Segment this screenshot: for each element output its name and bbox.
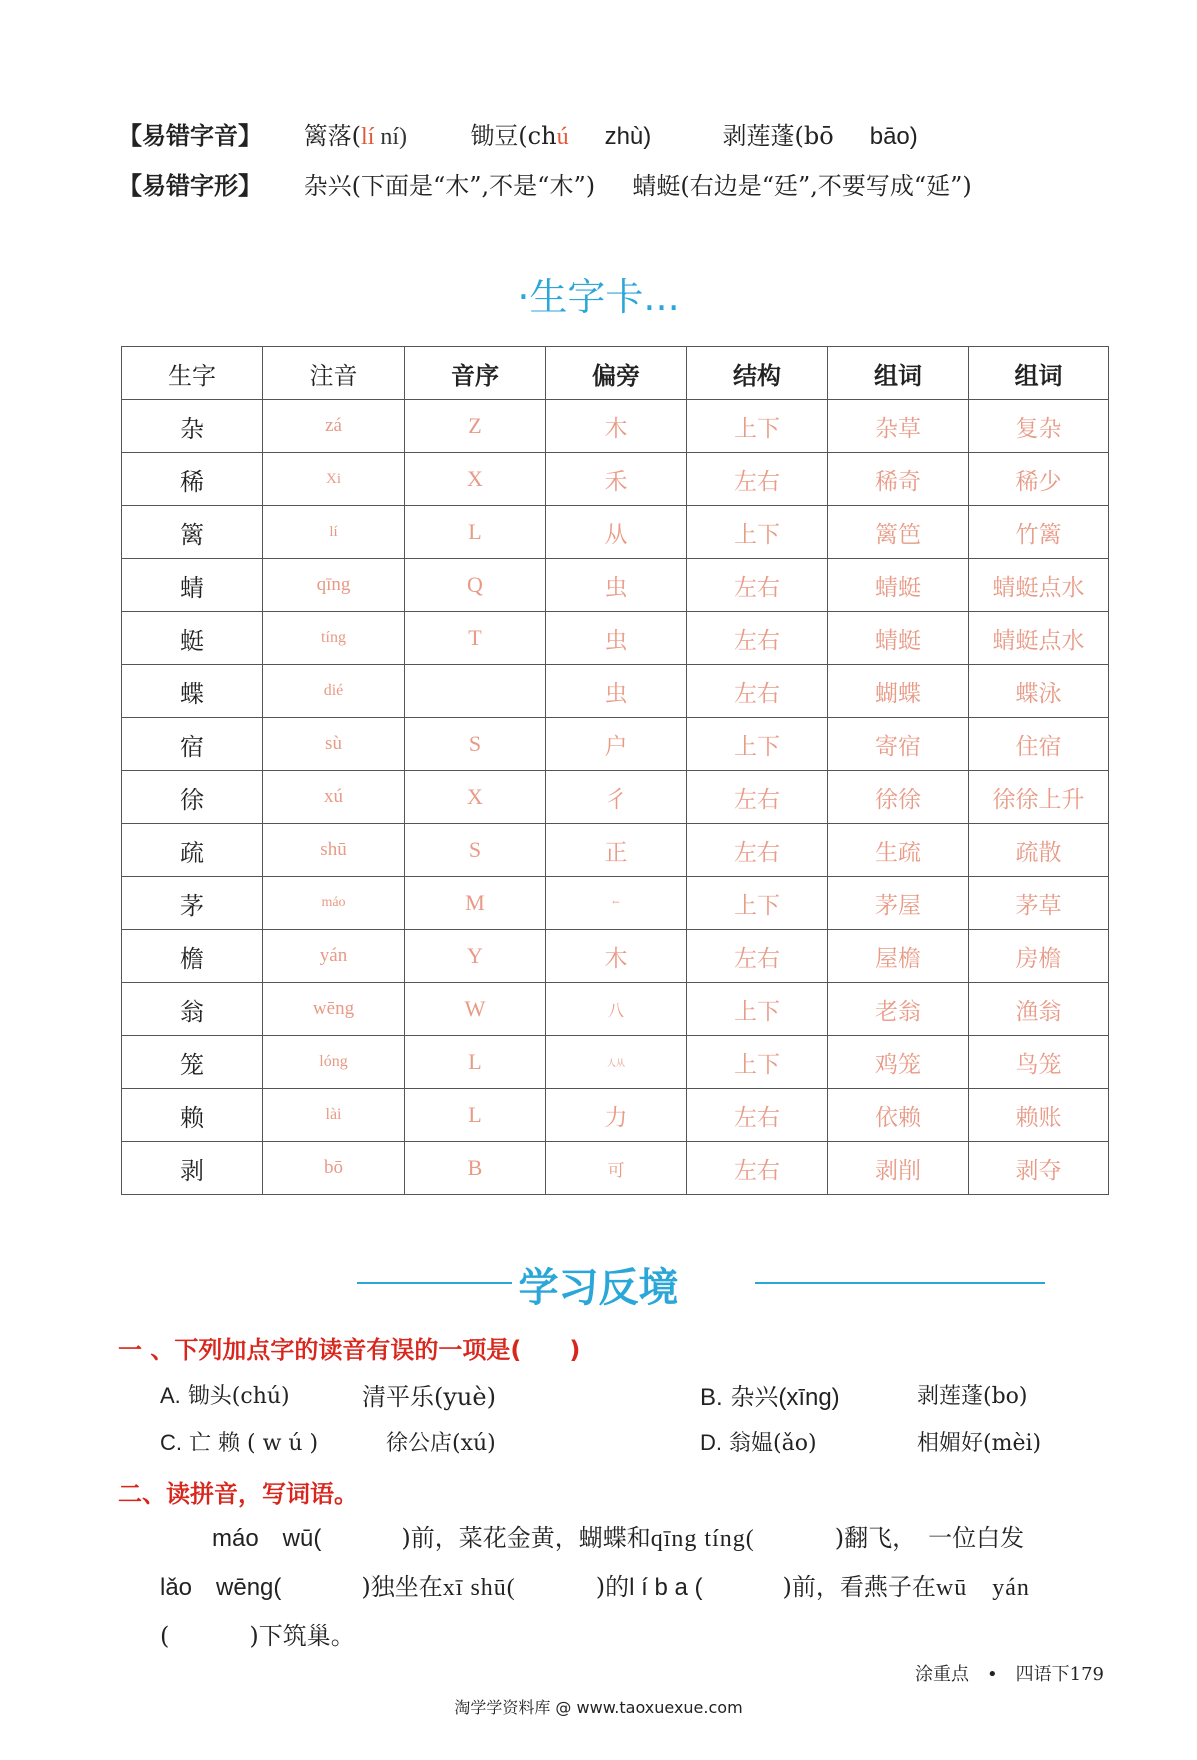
cell-pinyin: zá (263, 400, 405, 453)
cell-character: 赖 (122, 1089, 263, 1142)
cell-pinyin: Xi (263, 453, 405, 506)
character-card-table (121, 346, 1109, 1195)
cell-pinyin: dié (263, 665, 405, 718)
cell-structure: 上下 (687, 506, 828, 559)
form-tip-label: 【易错字形】 (118, 172, 262, 200)
cell-radical: 木 (546, 930, 687, 983)
cell-structure: 左右 (687, 1089, 828, 1142)
cell-structure: 左右 (687, 1142, 828, 1195)
table-row (122, 1142, 1109, 1195)
col-header-radical: 偏旁 (546, 347, 687, 400)
cell-radical: 虫 (546, 612, 687, 665)
cell-pinyin: xú (263, 771, 405, 824)
card-title: ·生字卡... (517, 275, 680, 319)
feedback-title: 学习反境 (518, 1265, 679, 1311)
cell-pinyin: bō (263, 1142, 405, 1195)
cell-radical: 可 (546, 1142, 687, 1195)
cell-radical: 力 (546, 1089, 687, 1142)
table-row (122, 930, 1109, 983)
option-c-word-2: 徐公店(xú) (386, 1431, 496, 1456)
cell-radical: 虫 (546, 665, 687, 718)
cell-word-1: 茅屋 (828, 877, 969, 930)
option-a-word-2: 清平乐(yuè) (362, 1383, 496, 1411)
cell-word-1: 杂草 (828, 400, 969, 453)
cell-word-2: 房檐 (969, 930, 1109, 983)
table-row (122, 1036, 1109, 1089)
cell-structure: 左右 (687, 453, 828, 506)
cell-character: 宿 (122, 718, 263, 771)
cell-index: Z (405, 400, 546, 453)
cell-word-2: 剥夺 (969, 1142, 1109, 1195)
cell-character: 翁 (122, 983, 263, 1036)
option-c: C. 亡 赖 ( w ú ) (160, 1430, 319, 1456)
cell-pinyin: máo (263, 877, 405, 930)
cell-word-2: 鸟笼 (969, 1036, 1109, 1089)
cell-word-2: 复杂 (969, 400, 1109, 453)
cell-index: L (405, 1036, 546, 1089)
form-tip (118, 166, 972, 201)
cell-word-1: 蜻蜓 (828, 612, 969, 665)
cell-word-2: 蝶泳 (969, 665, 1109, 718)
option-b-word-2: 剥莲蓬(bo) (917, 1384, 1028, 1409)
cell-word-1: 篱笆 (828, 506, 969, 559)
cell-pinyin: sù (263, 718, 405, 771)
cell-character: 茅 (122, 877, 263, 930)
cell-structure: 左右 (687, 559, 828, 612)
question-2-line-1: máo wū( )前，菜花金黄，蝴蝶和qīng tíng( )翻飞， 一位白发 (212, 1524, 1025, 1552)
cell-index: L (405, 506, 546, 559)
cell-character: 稀 (122, 453, 263, 506)
cell-pinyin: shū (263, 824, 405, 877)
option-a: A. 锄头(chú) (160, 1383, 290, 1409)
cell-structure: 上下 (687, 718, 828, 771)
cell-index: W (405, 983, 546, 1036)
cell-pinyin: qīng (263, 559, 405, 612)
table-row (122, 559, 1109, 612)
cell-word-1: 剥削 (828, 1142, 969, 1195)
cell-character: 篱 (122, 506, 263, 559)
question-2-title: 二、读拼音，写词语。 (118, 1480, 358, 1508)
cell-word-2: 蜻蜓点水 (969, 559, 1109, 612)
table-row (122, 824, 1109, 877)
table-row (122, 665, 1109, 718)
cell-character: 笼 (122, 1036, 263, 1089)
table-header-row (122, 347, 1109, 400)
cell-word-1: 寄宿 (828, 718, 969, 771)
table-row (122, 771, 1109, 824)
table-row (122, 1089, 1109, 1142)
site-watermark: 淘学学资料库 @ www.taoxuexue.com (454, 1698, 743, 1717)
cell-structure: 左右 (687, 930, 828, 983)
tip-word-2: 锄豆(chú zhù) (470, 122, 652, 150)
title-divider-right (755, 1282, 1045, 1284)
cell-pinyin: yán (263, 930, 405, 983)
cell-structure: 上下 (687, 1036, 828, 1089)
cell-index (405, 665, 546, 718)
cell-radical: 八 (546, 983, 687, 1036)
cell-index: X (405, 771, 546, 824)
page-number: 涂重点 • 四语下179 (915, 1664, 1104, 1685)
cell-radical: 彳 (546, 771, 687, 824)
col-header-word-2: 组词 (969, 347, 1109, 400)
cell-index: T (405, 612, 546, 665)
cell-word-1: 老翁 (828, 983, 969, 1036)
col-header-index: 音序 (405, 347, 546, 400)
cell-radical: 禾 (546, 453, 687, 506)
pronunciation-tip (118, 116, 918, 151)
cell-character: 蜓 (122, 612, 263, 665)
cell-character: 蝶 (122, 665, 263, 718)
cell-word-2: 渔翁 (969, 983, 1109, 1036)
cell-word-2: 稀少 (969, 453, 1109, 506)
table-row (122, 983, 1109, 1036)
cell-radical: ← (546, 877, 687, 930)
cell-radical: 木 (546, 400, 687, 453)
cell-index: X (405, 453, 546, 506)
col-header-word-1: 组词 (828, 347, 969, 400)
cell-structure: 上下 (687, 983, 828, 1036)
cell-index: S (405, 824, 546, 877)
cell-index: M (405, 877, 546, 930)
cell-character: 徐 (122, 771, 263, 824)
cell-structure: 左右 (687, 612, 828, 665)
tip-word-3: 剥莲蓬(bō bāo) (722, 122, 918, 150)
col-header-structure: 结构 (687, 347, 828, 400)
cell-radical: 人从 (546, 1036, 687, 1089)
question-2-line-3: ( )下筑巢。 (160, 1622, 355, 1650)
cell-character: 檐 (122, 930, 263, 983)
table-row (122, 506, 1109, 559)
cell-word-1: 屋檐 (828, 930, 969, 983)
cell-character: 蜻 (122, 559, 263, 612)
cell-word-1: 稀奇 (828, 453, 969, 506)
table-row (122, 877, 1109, 930)
cell-index: Q (405, 559, 546, 612)
cell-word-2: 疏散 (969, 824, 1109, 877)
table-row (122, 400, 1109, 453)
cell-structure: 上下 (687, 877, 828, 930)
cell-structure: 左右 (687, 665, 828, 718)
cell-word-1: 依赖 (828, 1089, 969, 1142)
cell-radical: 户 (546, 718, 687, 771)
cell-word-1: 生疏 (828, 824, 969, 877)
cell-pinyin: wēng (263, 983, 405, 1036)
cell-pinyin: lài (263, 1089, 405, 1142)
cell-word-1: 鸡笼 (828, 1036, 969, 1089)
cell-index: L (405, 1089, 546, 1142)
cell-word-2: 赖账 (969, 1089, 1109, 1142)
option-d-word-2: 相媚好(mèi) (917, 1431, 1042, 1456)
cell-word-2: 徐徐上升 (969, 771, 1109, 824)
cell-radical: 正 (546, 824, 687, 877)
cell-word-2: 蜻蜓点水 (969, 612, 1109, 665)
cell-structure: 上下 (687, 400, 828, 453)
option-d: D. 翁媪(ǎo) (700, 1430, 817, 1456)
cell-radical: 从 (546, 506, 687, 559)
cell-word-1: 徐徐 (828, 771, 969, 824)
col-header-character: 生字 (122, 347, 263, 400)
question-1-title: 一 、下列加点字的读音有误的一项是( ) (118, 1336, 581, 1364)
col-header-pinyin: 注音 (263, 347, 405, 400)
cell-structure: 左右 (687, 771, 828, 824)
cell-character: 疏 (122, 824, 263, 877)
cell-character: 杂 (122, 400, 263, 453)
cell-word-1: 蝴蝶 (828, 665, 969, 718)
cell-word-2: 竹篱 (969, 506, 1109, 559)
tip-word-1: 篱落(lí ní) (303, 122, 408, 150)
cell-word-2: 住宿 (969, 718, 1109, 771)
cell-pinyin: lí (263, 506, 405, 559)
cell-pinyin: tíng (263, 612, 405, 665)
cell-index: B (405, 1142, 546, 1195)
option-b: B. 杂兴(xīng) (700, 1383, 840, 1411)
form-tip-text-2: 蜻蜓(右边是“廷”,不要写成“延”) (632, 172, 972, 200)
pronunciation-tip-label: 【易错字音】 (118, 122, 262, 150)
cell-word-1: 蜻蜓 (828, 559, 969, 612)
cell-word-2: 茅草 (969, 877, 1109, 930)
question-2-line-2: lǎo wēng( )独坐在xī shū( )的l í b a ( )前，看燕子在wū yán (160, 1573, 1030, 1601)
cell-index: Y (405, 930, 546, 983)
cell-pinyin: lóng (263, 1036, 405, 1089)
cell-index: S (405, 718, 546, 771)
cell-structure: 左右 (687, 824, 828, 877)
form-tip-text-1: 杂兴(下面是“木”,不是“木”) (303, 172, 596, 200)
table-row (122, 612, 1109, 665)
cell-radical: 虫 (546, 559, 687, 612)
cell-character: 剥 (122, 1142, 263, 1195)
table-row (122, 453, 1109, 506)
table-row (122, 718, 1109, 771)
